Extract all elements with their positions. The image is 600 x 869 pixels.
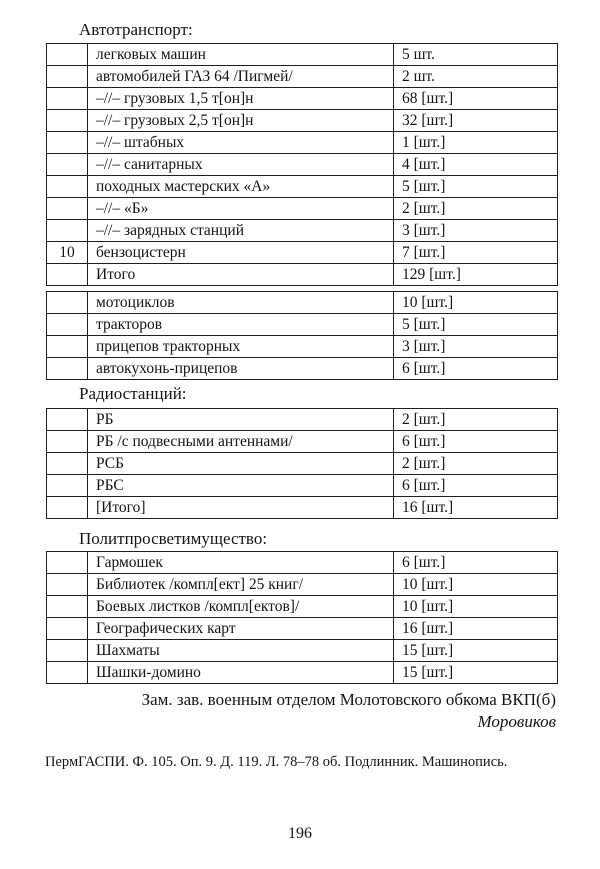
item-label-cell: –//– зарядных станций [88, 220, 394, 242]
item-label-cell: Боевых листков /компл[ектов]/ [88, 596, 394, 618]
row-number-cell [47, 292, 88, 314]
item-label-cell: легковых машин [88, 44, 394, 66]
quantity-cell: 10 [шт.] [394, 292, 558, 314]
polit-property-table [46, 551, 558, 684]
quantity-cell: 10 [шт.] [394, 596, 558, 618]
table-row [47, 242, 558, 264]
item-label-cell: [Итого] [88, 497, 394, 519]
item-label-cell: РБ /с подвесными антеннами/ [88, 431, 394, 453]
item-label-cell: прицепов тракторных [88, 336, 394, 358]
table-row [47, 198, 558, 220]
item-label-cell: РБ [88, 409, 394, 431]
row-number-cell [47, 154, 88, 176]
quantity-cell: 16 [шт.] [394, 618, 558, 640]
table-row [47, 336, 558, 358]
quantity-cell: 1 [шт.] [394, 132, 558, 154]
quantity-cell: 15 [шт.] [394, 640, 558, 662]
quantity-cell: 6 [шт.] [394, 552, 558, 574]
table-row [47, 497, 558, 519]
quantity-cell: 68 [шт.] [394, 88, 558, 110]
row-number-cell: 10 [47, 242, 88, 264]
quantity-cell: 3 [шт.] [394, 220, 558, 242]
quantity-cell: 5 шт. [394, 44, 558, 66]
quantity-cell: 129 [шт.] [394, 264, 558, 286]
row-number-cell [47, 453, 88, 475]
table-row [47, 596, 558, 618]
quantity-cell: 2 [шт.] [394, 198, 558, 220]
quantity-cell: 3 [шт.] [394, 336, 558, 358]
quantity-cell: 15 [шт.] [394, 662, 558, 684]
quantity-cell: 5 [шт.] [394, 176, 558, 198]
row-number-cell [47, 596, 88, 618]
radio-stations-table [46, 408, 558, 519]
table-row [47, 88, 558, 110]
quantity-cell: 6 [шт.] [394, 358, 558, 380]
item-label-cell: Географических карт [88, 618, 394, 640]
item-label-cell: –//– штабных [88, 132, 394, 154]
row-number-cell [47, 552, 88, 574]
row-number-cell [47, 475, 88, 497]
table-row [47, 314, 558, 336]
item-label-cell: –//– грузовых 1,5 т[он]н [88, 88, 394, 110]
item-label-cell: автокухонь-прицепов [88, 358, 394, 380]
table-row [47, 66, 558, 88]
row-number-cell [47, 431, 88, 453]
item-label-cell: РБС [88, 475, 394, 497]
row-number-cell [47, 44, 88, 66]
row-number-cell [47, 176, 88, 198]
table-row [47, 132, 558, 154]
item-label-cell: РСБ [88, 453, 394, 475]
table-row [47, 453, 558, 475]
table-row [47, 220, 558, 242]
table-row [47, 44, 558, 66]
archival-reference: ПермГАСПИ. Ф. 105. Оп. 9. Д. 119. Л. 78–78 об. Подлинник. Машинопись. [45, 754, 508, 770]
quantity-cell: 6 [шт.] [394, 475, 558, 497]
signature-block [0, 689, 556, 733]
item-label-cell: –//– санитарных [88, 154, 394, 176]
row-number-cell [47, 662, 88, 684]
row-number-cell [47, 497, 88, 519]
row-number-cell [47, 336, 88, 358]
signature-name: Моровиков [477, 712, 556, 731]
table-row [47, 154, 558, 176]
autotransport-extra-table [46, 291, 558, 380]
row-number-cell [47, 574, 88, 596]
item-label-cell: –//– грузовых 2,5 т[он]н [88, 110, 394, 132]
table-row [47, 409, 558, 431]
table-row [47, 264, 558, 286]
row-number-cell [47, 409, 88, 431]
section-heading-polit: Политпросветимущество: [79, 529, 268, 548]
table-row [47, 475, 558, 497]
quantity-cell: 4 [шт.] [394, 154, 558, 176]
item-label-cell: мотоциклов [88, 292, 394, 314]
quantity-cell: 2 [шт.] [394, 453, 558, 475]
page-number: 196 [288, 825, 312, 842]
row-number-cell [47, 264, 88, 286]
quantity-cell: 16 [шт.] [394, 497, 558, 519]
section-heading-autotransport: Автотранспорт: [79, 20, 193, 39]
row-number-cell [47, 358, 88, 380]
table-row [47, 618, 558, 640]
item-label-cell: тракторов [88, 314, 394, 336]
table-row [47, 552, 558, 574]
table-row [47, 574, 558, 596]
table-row [47, 431, 558, 453]
autotransport-main-table [46, 43, 558, 286]
quantity-cell: 5 [шт.] [394, 314, 558, 336]
quantity-cell: 6 [шт.] [394, 431, 558, 453]
table-row [47, 176, 558, 198]
item-label-cell: автомобилей ГАЗ 64 /Пигмей/ [88, 66, 394, 88]
item-label-cell: походных мастерских «А» [88, 176, 394, 198]
row-number-cell [47, 132, 88, 154]
row-number-cell [47, 88, 88, 110]
item-label-cell: Шашки-домино [88, 662, 394, 684]
item-label-cell: –//– «Б» [88, 198, 394, 220]
row-number-cell [47, 198, 88, 220]
quantity-cell: 7 [шт.] [394, 242, 558, 264]
item-label-cell: Гармошек [88, 552, 394, 574]
row-number-cell [47, 220, 88, 242]
item-label-cell: Библиотек /компл[ект] 25 книг/ [88, 574, 394, 596]
row-number-cell [47, 66, 88, 88]
row-number-cell [47, 618, 88, 640]
table-row [47, 358, 558, 380]
quantity-cell: 2 шт. [394, 66, 558, 88]
quantity-cell: 2 [шт.] [394, 409, 558, 431]
quantity-cell: 10 [шт.] [394, 574, 558, 596]
signature-position-line: Зам. зав. военным отделом Молотовского обкома ВКП(б) [141, 690, 556, 709]
table-row [47, 110, 558, 132]
section-heading-radio: Радиостанций: [79, 384, 187, 403]
row-number-cell [47, 640, 88, 662]
table-row [47, 662, 558, 684]
item-label-cell: Шахматы [88, 640, 394, 662]
row-number-cell [47, 110, 88, 132]
item-label-cell: бензоцистерн [88, 242, 394, 264]
quantity-cell: 32 [шт.] [394, 110, 558, 132]
table-row [47, 292, 558, 314]
row-number-cell [47, 314, 88, 336]
item-label-cell: Итого [88, 264, 394, 286]
table-row [47, 640, 558, 662]
